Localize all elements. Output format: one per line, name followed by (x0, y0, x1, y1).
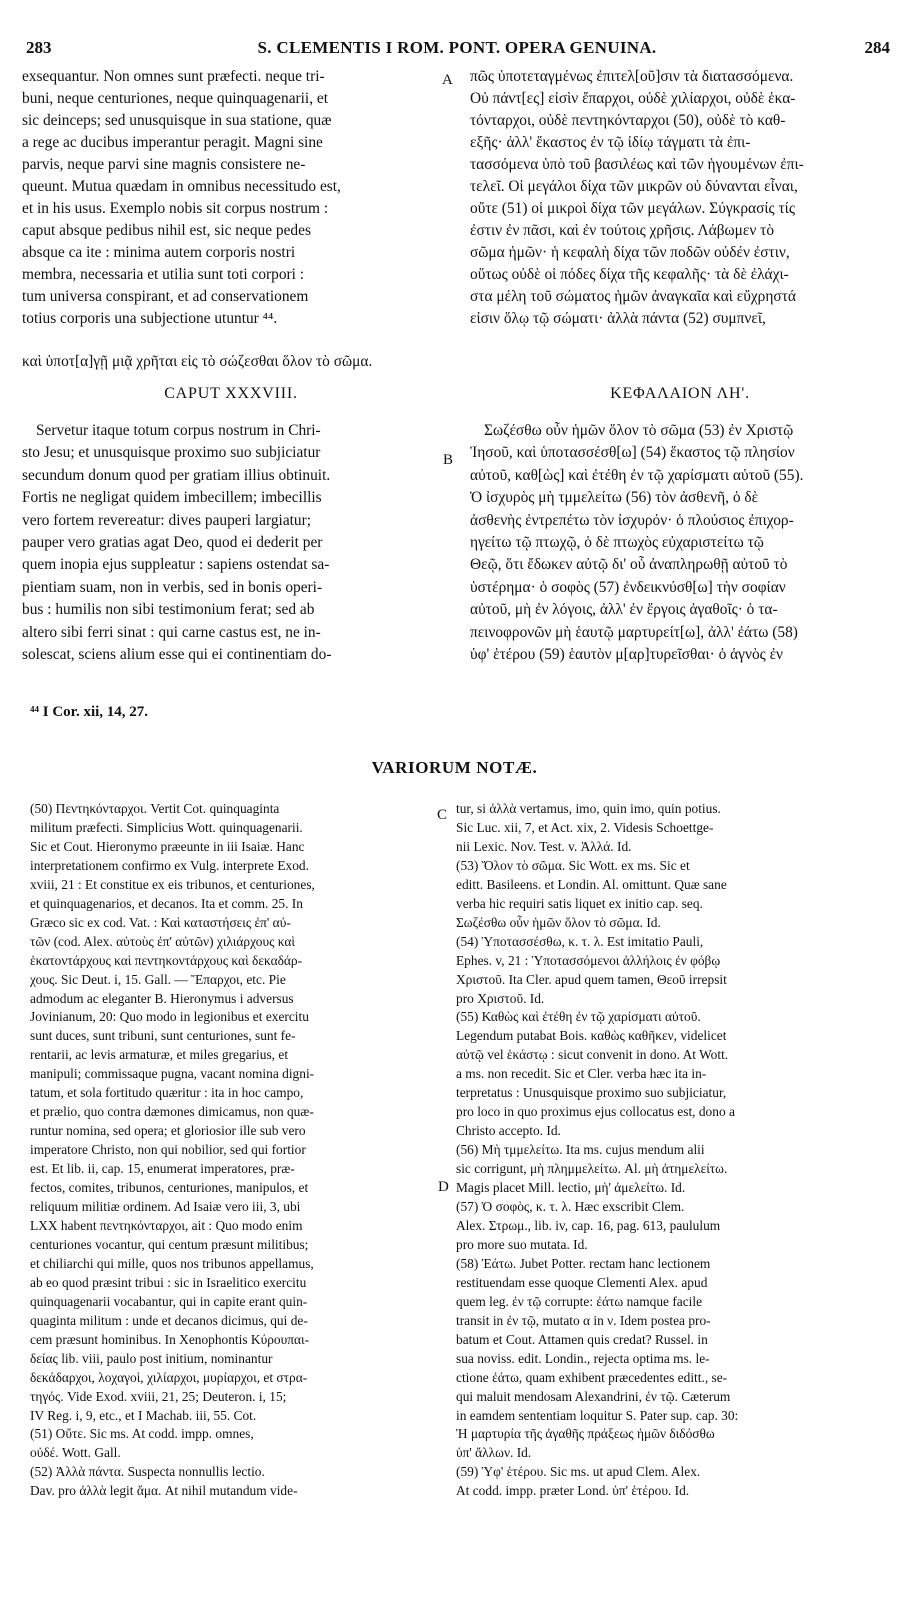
text-line: τασσόμενα ὑπὸ τοῦ βασιλέως καὶ τῶν ἡγουμένων ἐπι- (470, 156, 804, 173)
note-line: restituendam esse quoque Clementi Alex. apud (456, 1274, 708, 1290)
text-line: et in his usus. Exemplo nobis sit corpus nostrum : (22, 200, 329, 217)
note-line: admodum ac eleganter B. Hieronymus i adversus (30, 990, 294, 1006)
text-line: ἀσθενὴς ἐντρεπέτω τὸν ἰσχυρόν· ὁ πλούσιος ἐπιχορ- (470, 511, 794, 529)
text-line: Θεῷ, ὅτι ἔδωκεν αὐτῷ δι' οὗ ἀναπληρωθῇ αὐτοῦ τὸ (470, 556, 788, 574)
note-line: (50) Πεντηκόνταρχοι. Vertit Cot. quinquaginta (30, 801, 280, 816)
note-line: δείας lib. viii, paulo post initium, nominantur (30, 1350, 273, 1366)
text-line: Servetur itaque totum corpus nostrum in Chri- (36, 422, 321, 439)
note-line: tur, si ἀλλὰ vertamus, imo, quin imo, quin potius. (456, 801, 721, 816)
text-line: πῶς ὑποτεταγμένως ἐπιτελ[οῦ]σιν τὰ διατασσόμενα. (470, 68, 794, 85)
note-line: centuriones vocantur, qui centum præsunt militibus; (30, 1236, 309, 1252)
text-line: στα μέλη τοῦ σώματος ἡμῶν ἀναγκαῖα καὶ εὔχρηστά (470, 288, 796, 305)
latin-text-bottom (22, 420, 440, 666)
note-line: manipuli; commissaque pugna, vacant nomina digni- (30, 1066, 315, 1082)
text-line: pientiam suam, non in verbis, sed in bonis operi- (22, 578, 323, 596)
note-line: οὐδέ. Wott. Gall. (30, 1445, 121, 1461)
text-line: membra, necessaria et utilia sunt toti corpori : (22, 266, 305, 283)
note-line: terpretatus : Unusquisque proximo suo subjiciatur, (456, 1085, 727, 1101)
note-line: imperatore Christo, non qui nobilior, sed qui fortior (30, 1142, 306, 1158)
note-line: editt. Basileens. et Londin. Al. omittunt. Quæ sane (456, 876, 727, 892)
notes-title: VARIORUM NOTÆ. (371, 758, 538, 777)
note-line: δεκάδαρχοι, λοχαγοὶ, χιλίαρχοι, μυρίαρχοι, et στρα- (30, 1369, 308, 1385)
text-line: Ὁ ἰσχυρὸς μὴ τμμελείτω (56) τὸν ἀσθενῆ, ὁ δὲ (470, 489, 759, 507)
note-line: quem leg. ἐν τῷ corrupte: ἐάτω namque facile (456, 1293, 703, 1309)
note-line: ab eo quod præsint tribui : sic in Israelitico exercitu (30, 1274, 307, 1290)
text-line: ηγείτω τῷ πτωχῷ, ὁ δὲ πτωχὸς εὐχαριστείτω τῷ (470, 534, 764, 552)
note-line: (52) Ἀλλὰ πάντα. Suspecta nonnullis lectio. (30, 1464, 265, 1480)
note-line: (54) Ὑποτασσέσθω, κ. τ. λ. Est imitatio Pauli, (456, 933, 704, 949)
text-line: secundum donum quod per gratiam illius obtinuit. (22, 466, 331, 484)
note-line: est. Et lib. ii, cap. 15, enumerat imperatores, præ- (30, 1161, 295, 1177)
margin-letter-c: C (437, 807, 448, 823)
text-line: pauper vero gratias agat Deo, quod ei dederit per (22, 534, 323, 552)
note-line: in eamdem sententiam loquitur S. Pater sup. cap. 30: (456, 1407, 739, 1423)
scripture-footnote: ⁴⁴ I Cor. xii, 14, 27. (30, 704, 149, 720)
note-line: interpretationem confirmo ex Vulg. interprete Exod. (30, 857, 309, 873)
note-line: cem præsunt hominibus. In Xenophontis Κύρουπαι- (30, 1331, 310, 1347)
note-line: nii Lexic. Nov. Test. v. Ἀλλά. Id. (456, 838, 632, 854)
text-line: parvis, neque parvi sine magnis consistere ne- (22, 156, 306, 173)
margin-letter-a: A (442, 72, 453, 88)
note-line: et prælio, quo contra dæmones dimicamus, non quæ- (30, 1104, 314, 1120)
text-line: αὐτοῦ, καθ[ὼς] καὶ ἐτέθη ἐν τῷ χαρίσματι αὐτοῦ (55). (470, 466, 804, 484)
note-line: Magis placet Mill. lectio, μὴ' ἀμελείτω. Id. (456, 1180, 686, 1196)
text-line: σῶμα ἡμῶν· ἡ κεφαλὴ δίχα τῶν ποδῶν οὐδέν ἐστιν, (470, 244, 790, 261)
note-line: ἑκατοντάρχους καὶ πεντηκοντάρχους καὶ δεκαδάρ- (30, 952, 303, 968)
note-line: Alex. Στρωμ., lib. iv, cap. 16, pag. 613, paululum (456, 1217, 721, 1233)
note-line: Σωζέσθω οὖν ἡμῶν ὅλον τὸ σῶμα. Id. (456, 914, 661, 930)
greek-spanning-line: καὶ ὑποτ[α]γῇ μιᾷ χρῆται εἰς τὸ σώζεσθαι ὅλον τὸ σῶμα. (22, 353, 373, 370)
note-line: Sic et Cout. Hieronymo præeunte in iii Isaiæ. Hanc (30, 838, 305, 854)
text-line: εἰσιν ὅλῳ τῷ σώματι· ἀλλὰ πάντα (52) συμπνεῖ, (470, 310, 766, 327)
note-line: (58) Ἐάτω. Jubet Potter. rectam hanc lectionem (456, 1255, 711, 1271)
text-line: Οὐ πάντ[ες] εἰσὶν ἔπαρχοι, οὐδὲ χιλίαρχοι, οὐδὲ ἑκα- (470, 90, 796, 107)
text-line: absque ca ite : minima autem corporis nostri (22, 244, 296, 261)
note-line: runtur nomina, sed opera; et gloriosior ille sub vero (30, 1123, 306, 1139)
note-line: (59) Ὑφ' ἑτέρου. Sic ms. ut apud Clem. Alex. (456, 1464, 701, 1480)
note-line: pro Χριστοῦ. Id. (456, 990, 545, 1006)
note-line: (51) Οὔτε. Sic ms. At codd. impp. omnes, (30, 1426, 254, 1442)
latin-text-top (22, 66, 440, 330)
margin-letter-b: B (443, 452, 454, 468)
note-line: pro more suo mutata. Id. (456, 1236, 588, 1252)
note-line: τῶν (cod. Alex. αὐτοὺς ἐπ' αὐτῶν) χιλιάρχους καὶ (30, 933, 295, 949)
note-line: Χριστοῦ. Ita Cler. apud quem tamen, Θεοῦ irrepsit (456, 971, 727, 987)
notes-column-right (456, 800, 892, 1501)
text-line: vero fortem revereatur: dives pauperi largiatur; (22, 511, 312, 529)
note-line: verba hic requiri satis liquet ex initio cap. seq. (456, 895, 703, 911)
text-line: ὑστέρημα· ὁ σοφὸς (57) ἐνδεικνύσθ[ω] τὴν σοφίαν (470, 578, 786, 596)
text-line: exsequantur. Non omnes sunt præfecti. neque tri- (22, 68, 325, 85)
note-line: (57) Ὁ σοφὸς, κ. τ. λ. Hæc exscribit Clem. (456, 1199, 685, 1215)
text-line: sic deinceps; sed unusquisque in sua statione, quæ (22, 112, 332, 129)
text-line: caput absque pedibus nihil est, sic neque pedes (22, 222, 311, 239)
page-number-left: 283 (26, 38, 52, 57)
page-number-right: 284 (864, 38, 890, 57)
note-line: tatum, et sola fortitudo quæritur : ita in hoc campo, (30, 1085, 304, 1101)
text-line: ἐστιν ἐν πᾶσι, καὶ ἐν τούτοις χρῆσις. Λάβωμεν τὸ (470, 222, 775, 239)
text-line: αὐτοῦ, μὴ ἐν λόγοις, ἀλλ' ἐν ἔργοις ἀγαθοῖς· ὁ τα- (470, 601, 778, 619)
note-line: reliquum militiæ ordinem. Ad Isaiæ vero iii, 3, ubi (30, 1199, 301, 1215)
note-line: sic corrigunt, μὴ πλημμελείτω. Al. μὴ ἀτημελείτω. (456, 1161, 728, 1177)
text-line: τελεῖ. Οἱ μεγάλοι δίχα τῶν μικρῶν οὐ δύνανται εἶναι, (470, 178, 798, 195)
note-line: pro loco in quo proximus ejus collocatus est, dono a (456, 1104, 735, 1120)
note-line: et quinquagenarios, et decanos. Ita et comm. 25. In (30, 895, 303, 911)
note-line: Dav. pro ἀλλὰ legit ἅμα. At nihil mutandum vide- (30, 1483, 298, 1499)
text-line: οὕτως οὐδὲ οἱ πόδες δίχα τῆς κεφαλῆς· τὰ δὲ ἐλάχι- (470, 266, 789, 283)
text-line: πεινοφρονῶν μὴ ἑαυτῷ μαρτυρείτ[ω], ἀλλ' ἐάτω (58) (470, 623, 798, 641)
note-line: Christo accepto. Id. (456, 1123, 561, 1139)
note-line: At codd. impp. præter Lond. ὑπ' ἑτέρου. Id. (456, 1483, 690, 1499)
note-line: Græco sic ex cod. Vat. : Καὶ καταστήσεις ἐπ' αὐ- (30, 914, 291, 930)
note-line: militum præfecti. Simplicius Wott. quinquagenarii. (30, 819, 303, 835)
running-head (22, 38, 892, 64)
greek-text-top (470, 66, 890, 330)
note-line: ὑπ' ἄλλων. Id. (456, 1445, 532, 1461)
text-line: ὑφ' ἑτέρου (59) ἑαυτὸν μ[αρ]τυρεῖσθαι· ὁ ἁγνὸς ἐν (470, 646, 784, 664)
note-line: quinquagenarii vocabantur, qui in capite erant quin- (30, 1293, 308, 1309)
note-line: Ἡ μαρτυρία τῆς ἀγαθῆς πράξεως ἡμῶν διδόσθω (456, 1426, 715, 1442)
note-line: ctione ἐάτω, quam exhibent præcedentes editt., se- (456, 1369, 728, 1385)
note-line: αὐτῷ vel ἑκάστῳ : sicut convenit in dono. At Wott. (456, 1047, 729, 1063)
text-line: sto Jesu; et unusquisque proximo suo subjiciatur (22, 444, 321, 462)
note-line: τηγός. Vide Exod. xviii, 21, 25; Deuteron. i, 15; (30, 1388, 287, 1404)
text-line: a rege ac ducibus imperantur peragit. Magni sine (22, 134, 323, 151)
running-title: S. CLEMENTIS I ROM. PONT. OPERA GENUINA. (257, 38, 657, 57)
note-line: et chiliarchi qui mille, quos nos tribunos appellamus, (30, 1255, 314, 1271)
note-line: transit in ἐν τῷ, mutato α in ν. Idem postea pro- (456, 1312, 711, 1328)
text-line: Fortis ne negligat quidem imbecillem; imbecillis (22, 489, 322, 507)
note-line: (56) Μὴ τμμελείτω. Ita ms. cujus mendum alii (456, 1142, 705, 1158)
note-line: χους. Sic Deut. i, 15. Gall. — Ἔπαρχοι, etc. Pie (30, 971, 286, 987)
chapter-heading-latin: CAPUT XXXVIII. (164, 385, 298, 402)
note-line: fectos, comites, tribunos, centuriones, manipulos, et (30, 1180, 309, 1196)
margin-letter-d: D (438, 1179, 449, 1195)
note-line: quaginta militum : unde et decanos dicimus, qui de- (30, 1312, 308, 1328)
text-line: Ἰησοῦ, καὶ ὑποτασσέσθ[ω] (54) ἕκαστος τῷ πλησίον (470, 444, 795, 462)
greek-text-bottom (470, 420, 890, 666)
text-line: tum universa conspirant, et ad conservationem (22, 288, 309, 305)
note-line: sunt duces, sunt tribuni, sunt centuriones, sunt fe- (30, 1028, 296, 1044)
text-line: solescat, sciens alium esse qui ei continentiam do- (22, 646, 332, 664)
note-line: IV Reg. i, 9, etc., et I Machab. iii, 55. Cot. (30, 1407, 257, 1423)
notes-column-left (30, 800, 428, 1501)
chapter-heading-greek: ΚΕΦΑΛΑΙΟΝ ΛΗ'. (610, 385, 750, 402)
text-line: bus : humilis non sibi testimonium ferat; sed ab (22, 601, 315, 619)
note-line: Legendum putabat Bois. καθὼς καθῆκεν, videlicet (456, 1028, 727, 1044)
note-line: (53) Ὅλον τὸ σῶμα. Sic Wott. ex ms. Sic et (456, 857, 690, 873)
note-line: rentarii, ac levis armaturæ, et miles gregarius, et (30, 1047, 289, 1063)
text-line: totius corporis una subjectione utuntur ⁴⁴. (22, 310, 278, 327)
note-line: qui maluit mendosam Alexandrini, ἐν τῷ. Cæterum (456, 1388, 731, 1404)
note-line: Ephes. v, 21 : Ὑποτασσόμενοι ἀλλήλοις ἐν φόβῳ (456, 952, 721, 968)
text-line: buni, neque centuriones, neque quinquagenarii, et (22, 90, 329, 107)
note-line: Sic Luc. xii, 7, et Act. xix, 2. Videsis Schoettge- (456, 819, 714, 835)
text-line: Σωζέσθω οὖν ἡμῶν ὅλον τὸ σῶμα (53) ἐν Χριστῷ (484, 422, 794, 439)
text-line: queunt. Mutua quædam in omnibus necessitudo est, (22, 178, 341, 195)
text-line: οὔτε (51) οἱ μικροὶ δίχα τῶν μεγάλων. Σύγκρασίς τίς (470, 200, 795, 217)
text-line: τόνταρχοι, οὐδὲ πεντηκόνταρχοι (50), οὐδὲ τὸ καθ- (470, 112, 786, 129)
note-line: (55) Καθὼς καὶ ἐτέθη ἐν τῷ χαρίσματι αὐτοῦ. (456, 1009, 701, 1025)
text-line: quem inopia ejus suppleatur : sapiens ostendat sa- (22, 556, 330, 574)
text-line: εξῆς· ἀλλ' ἕκαστος ἐν τῷ ἰδίῳ τάγματι τὰ ἐπι- (470, 134, 751, 151)
text-line: altero sibi ferri sinat : qui carne castus est, ne in- (22, 623, 321, 641)
note-line: Jovinianum, 20: Quo modo in legionibus et exercitu (30, 1009, 309, 1025)
note-line: LXX habent πεντηκόνταρχοι, ait : Quo modo enim (30, 1217, 303, 1233)
note-line: sua noviss. edit. Londin., rejecta optima ms. le- (456, 1350, 710, 1366)
note-line: a ms. non recedit. Sic et Cler. verba hæc ita in- (456, 1066, 707, 1082)
note-line: xviii, 21 : Et constitue ex eis tribunos, et centuriones, (30, 876, 315, 892)
note-line: batum et Cout. Attamen quis credat? Russel. in (456, 1331, 708, 1347)
